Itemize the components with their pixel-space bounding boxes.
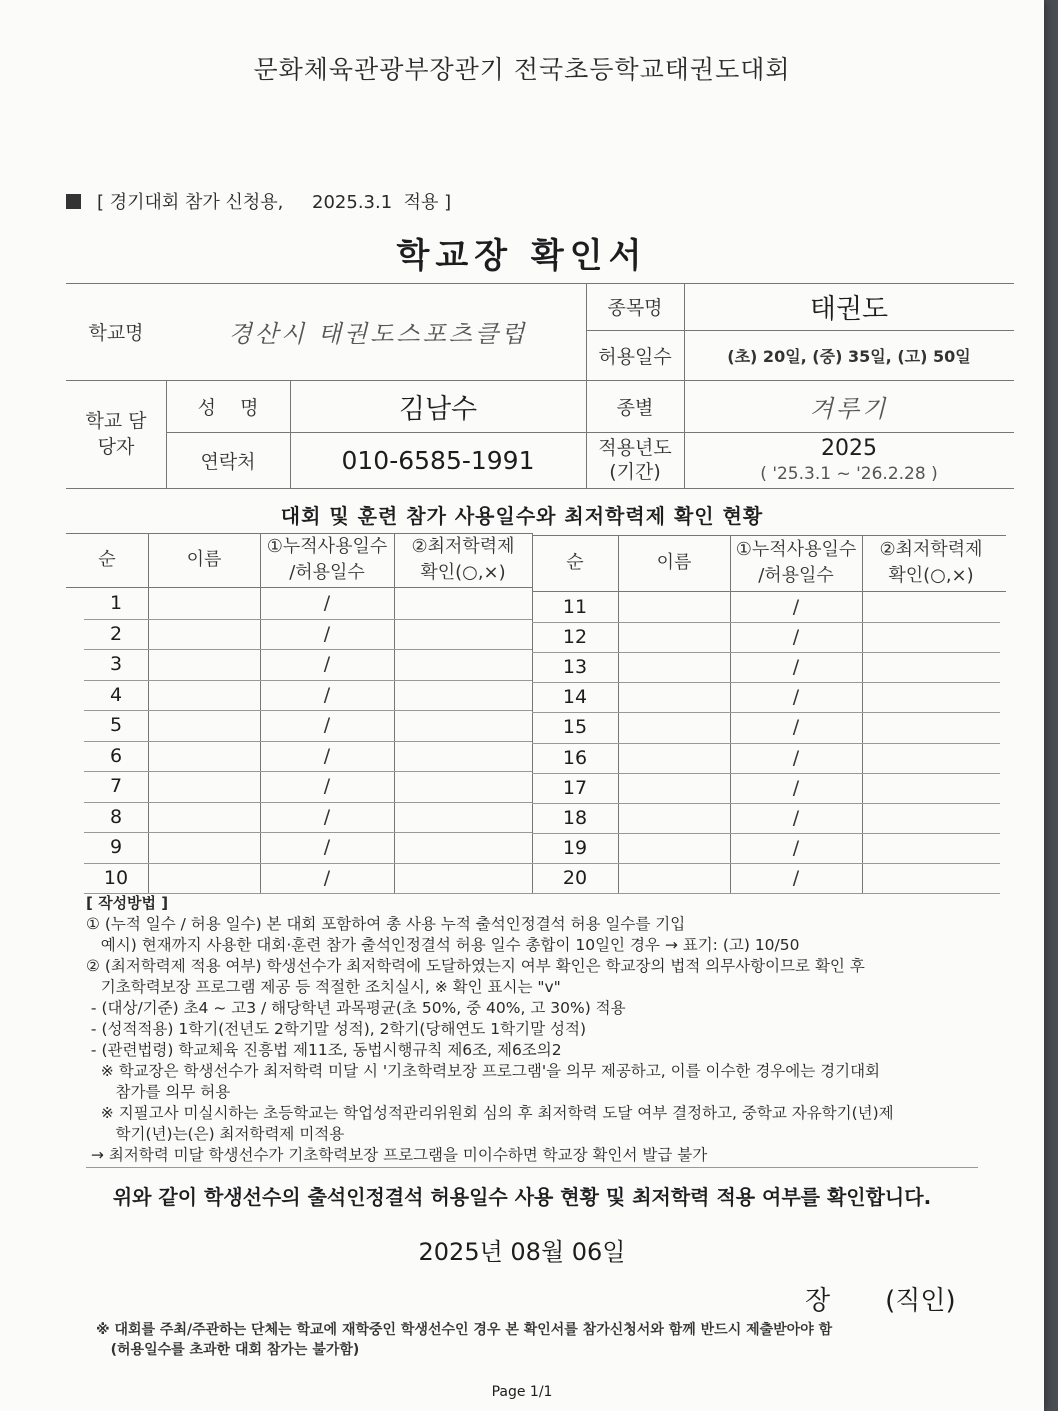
- row-number: 7: [109, 775, 123, 798]
- min-academic-check-cell: [394, 771, 532, 802]
- student-name-cell: [148, 863, 260, 894]
- row-number: 15: [562, 716, 588, 739]
- col-days-header: ①누적사용일수 /허용일수: [735, 539, 857, 586]
- square-bullet-icon: [66, 194, 81, 209]
- min-academic-check-cell: [862, 743, 1000, 773]
- student-name-cell: [618, 863, 730, 893]
- signature-line: [805, 1280, 956, 1317]
- student-name-cell: [148, 802, 260, 833]
- period-value: ( '25.3.1 ~ '26.2.28 ): [760, 464, 938, 484]
- days-used-cell: /: [792, 746, 800, 769]
- days-used-cell: /: [792, 686, 800, 709]
- manager-label: 학교 담당자: [85, 410, 147, 458]
- min-academic-check-cell: [862, 622, 1000, 652]
- col-days-header: ①누적사용일수 /허용일수: [266, 536, 388, 583]
- student-name-cell: [618, 743, 730, 773]
- instructions-heading: [ 작성방법 ]: [86, 894, 169, 912]
- days-used-cell: /: [792, 596, 800, 619]
- min-academic-check-cell: [394, 741, 532, 772]
- instruction-line: - (관련법령) 학교체육 진흥법 제11조, 동법시행규칙 제6조, 제6조의2: [86, 1041, 562, 1059]
- col-no-header: 순: [98, 549, 116, 570]
- competition-title: 문화체육관광부장관기 전국초등학교태권도대회: [253, 55, 791, 84]
- days-used-cell: /: [323, 653, 331, 676]
- document-title: 학교장 확인서: [396, 236, 648, 276]
- min-academic-check-cell: [394, 863, 532, 894]
- instruction-line: 학기(년)는(은) 최저학력제 미적용: [86, 1125, 345, 1143]
- min-academic-check-cell: [394, 710, 532, 741]
- contact-label: 연락처: [200, 450, 256, 473]
- student-name-cell: [148, 832, 260, 863]
- min-academic-check-cell: [394, 680, 532, 711]
- row-number: 20: [562, 866, 588, 889]
- footnote-line: ※ 대회를 주최/주관하는 단체는 학교에 재학중인 학생선수인 경우 본 확인서를 참가신청서와 함께 반드시 제출받아야 함: [96, 1322, 833, 1338]
- instruction-line: - (대상/기준) 초4 ~ 고3 / 해당학년 과목평균(초 50%, 중 40%, 고 30%) 적용: [86, 999, 626, 1017]
- event-value: 태권도: [809, 294, 889, 325]
- student-name-cell: [618, 773, 730, 803]
- writing-instructions: [86, 893, 986, 1166]
- student-name-cell: [618, 803, 730, 833]
- official-seal-label: (직인): [885, 1286, 956, 1316]
- min-academic-check-cell: [862, 863, 1000, 893]
- row-number: 5: [109, 714, 123, 737]
- year-label: 적용년도 (기간): [598, 437, 672, 483]
- confirmation-statement: 위와 같이 학생선수의 출석인정결석 허용일수 사용 현황 및 최저학력 적용 여부를 확인합니다.: [112, 1185, 932, 1209]
- min-academic-check-cell: [862, 592, 1000, 622]
- days-used-cell: /: [323, 866, 331, 889]
- row-number: 17: [562, 776, 588, 799]
- days-used-cell: /: [323, 836, 331, 859]
- contact-value: 010-6585-1991: [341, 445, 535, 475]
- min-academic-check-cell: [394, 588, 532, 619]
- days-used-cell: /: [323, 775, 331, 798]
- min-academic-check-cell: [394, 802, 532, 833]
- days-used-cell: /: [323, 805, 331, 828]
- school-value: 경산시 태권도스포츠클럽: [228, 320, 528, 348]
- min-academic-check-cell: [394, 649, 532, 680]
- days-used-cell: /: [792, 656, 800, 679]
- min-academic-check-cell: [394, 619, 532, 650]
- category-label: 종별: [616, 396, 654, 419]
- min-academic-check-cell: [394, 832, 532, 863]
- col-no-header: 순: [566, 552, 584, 573]
- student-name-cell: [148, 680, 260, 711]
- page-number: Page 1/1: [491, 1384, 553, 1400]
- col-check-header: ②최저학력제 확인(○,×): [411, 536, 515, 583]
- days-value: (초) 20일, (중) 35일, (고) 50일: [727, 346, 971, 366]
- category-value: 겨루기: [809, 394, 889, 423]
- days-used-cell: /: [323, 622, 331, 645]
- student-name-cell: [618, 652, 730, 682]
- days-used-cell: /: [323, 683, 331, 706]
- days-used-cell: /: [792, 716, 800, 739]
- instruction-line: ※ 학교장은 학생선수가 최저학력 미달 시 '기초학력보장 프로그램'을 의무 제공하고, 이를 이수한 경우에는 경기대회: [86, 1062, 881, 1080]
- student-name-cell: [148, 710, 260, 741]
- student-name-cell: [618, 712, 730, 742]
- footnote: [96, 1320, 996, 1360]
- row-number: 6: [109, 744, 123, 767]
- col-check-header: ②최저학력제 확인(○,×): [879, 539, 983, 586]
- student-name-cell: [148, 588, 260, 619]
- row-number: 4: [109, 683, 123, 706]
- name-value: 김남수: [398, 393, 478, 425]
- row-number: 2: [109, 622, 123, 645]
- row-number: 1: [109, 592, 123, 615]
- instruction-line: → 최저학력 미달 학생선수가 기초학력보장 프로그램을 미이수하면 학교장 확인서 발급 불가: [86, 1146, 708, 1164]
- year-value: 2025: [821, 435, 877, 461]
- days-used-cell: /: [323, 592, 331, 615]
- student-name-cell: [618, 622, 730, 652]
- footnote-line: (허용일수를 초과한 대회 참가는 불가함): [96, 1342, 360, 1358]
- student-name-cell: [148, 649, 260, 680]
- instruction-line: ① (누적 일수 / 허용 일수) 본 대회 포함하여 총 사용 누적 출석인정결석 허용 일수를 기입: [86, 915, 686, 933]
- min-academic-check-cell: [862, 833, 1000, 863]
- instruction-line: ※ 지필고사 미실시하는 초등학교는 학업성적관리위원회 심의 후 최저학력 도달 여부 결정하고, 중학교 자유학기(년)제: [86, 1104, 894, 1122]
- min-academic-check-cell: [862, 712, 1000, 742]
- usage-notice: [66, 188, 451, 214]
- instruction-line: 기초학력보장 프로그램 제공 등 적절한 조치실시, ※ 확인 표시는 "v": [86, 978, 561, 996]
- min-academic-check-cell: [862, 803, 1000, 833]
- days-used-cell: /: [323, 714, 331, 737]
- row-number: 10: [103, 866, 129, 889]
- student-name-cell: [618, 592, 730, 622]
- student-name-cell: [148, 771, 260, 802]
- col-name-header: 이름: [656, 552, 692, 573]
- instruction-line: 참가를 의무 허용: [86, 1083, 231, 1101]
- instruction-line: ② (최저학력제 적용 여부) 학생선수가 최저학력에 도달하였는지 여부 확인은 학교장의 법적 의무사항이므로 확인 후: [86, 957, 865, 975]
- row-number: 16: [562, 746, 588, 769]
- row-number: 11: [562, 596, 588, 619]
- student-name-cell: [618, 833, 730, 863]
- instruction-line: 예시) 현재까지 사용한 대회·훈련 참가 출석인정결석 허용 일수 총합이 10일인 경우 → 표기: (고) 10/50: [86, 936, 800, 954]
- min-academic-check-cell: [862, 773, 1000, 803]
- row-number: 18: [562, 806, 588, 829]
- days-used-cell: /: [792, 626, 800, 649]
- days-used-cell: /: [323, 744, 331, 767]
- student-name-cell: [148, 619, 260, 650]
- row-number: 19: [562, 836, 588, 859]
- notice-text: [ 경기대회 참가 신청용, 2025.3.1 적용 ]: [97, 192, 452, 213]
- days-label: 허용일수: [598, 345, 672, 368]
- min-academic-check-cell: [862, 652, 1000, 682]
- days-used-cell: /: [792, 866, 800, 889]
- issue-date: 2025년 08월 06일: [418, 1238, 626, 1266]
- days-used-cell: /: [792, 776, 800, 799]
- col-name-header: 이름: [186, 549, 222, 570]
- row-number: 12: [562, 626, 588, 649]
- student-name-cell: [618, 682, 730, 712]
- days-used-cell: /: [792, 836, 800, 859]
- row-number: 14: [562, 686, 588, 709]
- school-label: 학교명: [88, 322, 144, 344]
- principal-title: 장: [805, 1286, 831, 1316]
- instruction-line: - (성적적용) 1학기(전년도 2학기말 성적), 2학기(당해연도 1학기말 성적): [86, 1020, 586, 1038]
- event-label: 종목명: [607, 297, 663, 319]
- row-number: 9: [109, 836, 123, 859]
- student-name-cell: [148, 741, 260, 772]
- row-number: 3: [109, 653, 123, 676]
- row-number: 13: [562, 656, 588, 679]
- min-academic-check-cell: [862, 682, 1000, 712]
- days-used-cell: /: [792, 806, 800, 829]
- row-number: 8: [109, 805, 123, 828]
- status-title: 대회 및 훈련 참가 사용일수와 최저학력제 확인 현황: [280, 504, 764, 528]
- name-label: 성 명: [197, 396, 259, 419]
